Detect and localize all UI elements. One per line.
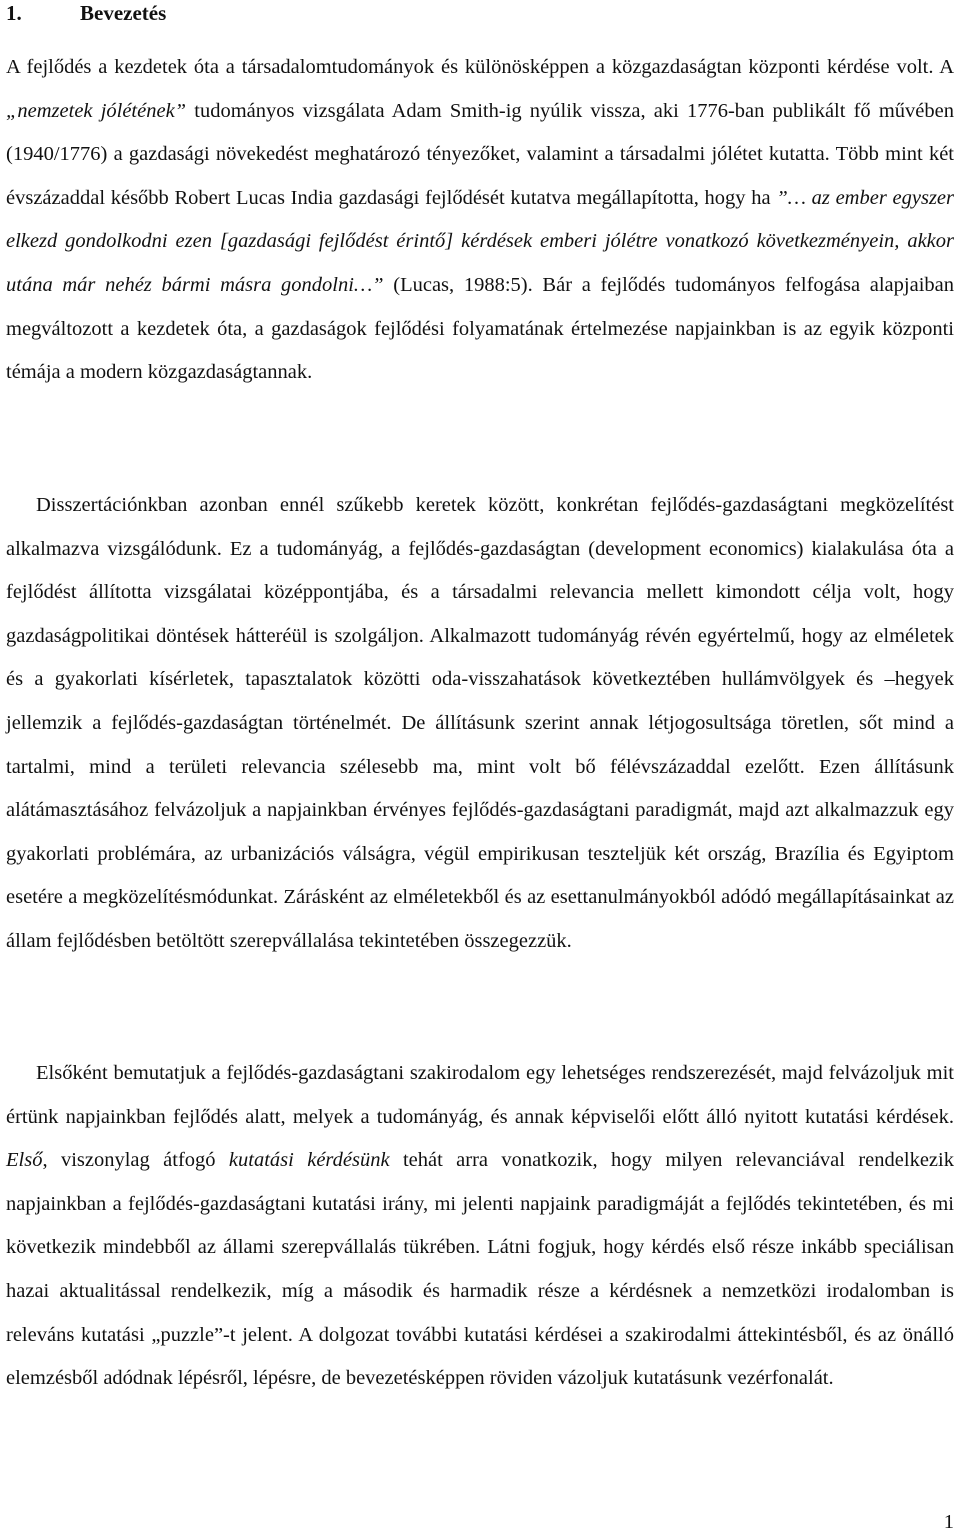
p2-text: Disszertációnkban azonban ennél szűkebb keretek között, konkrétan fejlődés-gazdaságtani megközelítést alkalmazva vizsgálódunk. Ez a tudományág, a fejlődés-gazdaságtan (development economics) kialakulása óta a fejlődést állította vizsgálatai középpontjába, és a társadalmi relevancia mellett kimondott célja volt, hogy gazdaságpolitikai döntések hátteréül is szolgáljon. Alkalmazott tudományág révén egyértelmű, hogy az elméletek és a gyakorlati kísérletek, tapasztalatok közötti oda-visszahatások következtében hullámvölgyek és –hegyek jellemzik a fejlődés-gazdaságtan történelmét. De állításunk szerint annak létjogosultsága töretlen, sőt mind a tartalmi, mind a területi relevancia szélesebb ma, mint volt bő félévszázaddal ezelőtt. Ezen állításunk alátámasztásához felvázoljuk a napjainkban érvényes fejlődés-gazdaságtani paradigmát, majd azt alkalmazzuk egy gyakorlati problémára, az urbanizációs válságra, végül empirikusan teszteljük két ország, Brazília és Egyiptom esetére a megközelítésmódunkat. Zárásként az elméletekből és az esettanulmányokból adódó megállapításainkat az állam fejlődésben betöltött szerepvállalása tekintetében összegezzük.	[6, 494, 954, 952]
page-number: 1	[943, 1511, 954, 1533]
p1-text-e: (Lucas, 1988:5). Bár a fejlődés tudományos felfogása alapjaiban megváltozott a kezdetek óta, a gazdaságok fejlődési folyamatának értelmezése napjainkban is az egyik központi témája a modern közgazdaságtannak.	[6, 273, 954, 384]
p3-text-e: tehát arra vonatkozik, hogy milyen relevanciával rendelkezik napjainkban a fejlődés-gazdaságtani kutatási irány, mi jelenti napjaink paradigmáját a fejlődés tekintetében, és mi következik mindebből az állami szerepvállalás tükrében. Látni fogjuk, hogy kérdés első része inkább speciálisan hazai aktualitással rendelkezik, míg a második és harmadik része a kérdésnek a nemzetközi irodalomban is releváns kutatási „puzzle”-t jelent. A dolgozat további kutatási kérdései a szakirodalmi áttekintésből, és az önálló elemzésből adódnak lépésről, lépésre, de bevezetésképpen röviden vázoljuk kutatásunk vezérfonalát.	[6, 1149, 954, 1390]
p3-text-c: , viszonylag átfogó	[42, 1149, 229, 1172]
paragraph-3	[6, 1052, 954, 1401]
section-heading	[6, 0, 954, 26]
p1-quote-italic: ”… az ember egyszer elkezd gondolkodni ezen [gazdasági fejlődést érintő] kérdések emberi jólétre vonatkozó következményein, akkor utána már nehéz bármi másra gondolni…”	[6, 186, 954, 296]
p3-italic-b: Első	[6, 1149, 43, 1172]
p1-text-c: tudományos vizsgálata Adam Smith-ig nyúlik vissza, aki 1776-ban publikált fő művében (1940/1776) a gazdasági növekedést meghatározó tényezőket, valamint a társadalmi jólétet kutatta. Több mint két évszázaddal később Robert Lucas India gazdasági fejlődését kutatva megállapította, hogy ha	[6, 99, 954, 209]
section-number: 1.	[6, 1, 22, 25]
p1-text-a: A fejlődés a kezdetek óta a társadalomtudományok és különösképpen a közgazdaságtan központi kérdése volt. A	[6, 56, 954, 78]
paragraph-2	[6, 484, 954, 964]
p1-italic-b: „nemzetek jólétének”	[6, 99, 187, 122]
paragraph-1	[6, 46, 954, 395]
p3-text-a: Elsőként bemutatjuk a fejlődés-gazdaságtani szakirodalom egy lehetséges rendszerezését, majd felvázoljuk mit értünk napjainkban fejlődés alatt, melyek a tudományág, és annak képviselői előtt álló nyitott kutatási kérdések.	[6, 1062, 954, 1128]
section-title: Bevezetés	[80, 1, 167, 25]
p3-italic-d: kutatási kérdésünk	[228, 1149, 390, 1172]
